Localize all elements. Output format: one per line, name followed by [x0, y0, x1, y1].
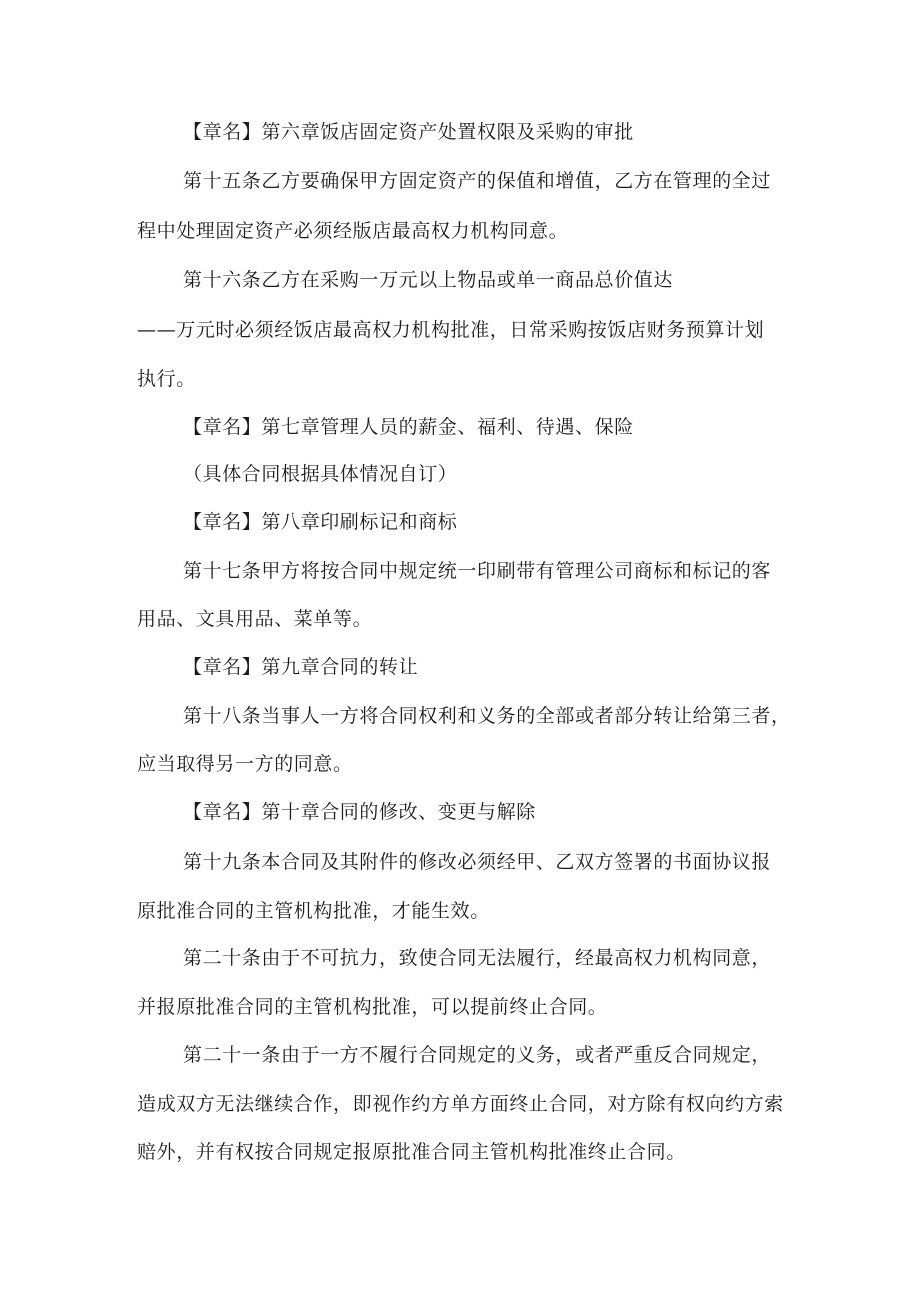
article-16-line-1: 第十六条乙方在采购一万元以上物品或单一商品总价值达 [183, 269, 674, 291]
article-16-line-3: 执行。 [137, 368, 196, 390]
chapter-8-heading: 【章名】第八章印刷标记和商标 [183, 511, 458, 533]
article-18-line-1: 第十八条当事人一方将合同权利和义务的全部或者部分转让给第三者， [183, 705, 791, 727]
chapter-7-note: （具体合同根据具体情况自订） [183, 463, 458, 485]
chapter-6-heading: 【章名】第六章饭店固定资产处置权限及采购的审批 [183, 121, 634, 143]
article-20-line-1: 第二十条由于不可抗力，致使合同无法履行，经最高权力机构同意， [183, 947, 772, 969]
article-20-line-2: 并报原批准合同的主管机构批准，可以提前终止合同。 [137, 996, 608, 1018]
article-18-line-2: 应当取得另一方的同意。 [137, 753, 353, 775]
article-21-line-3: 赔外，并有权按合同规定报原批准合同主管机构批准终止合同。 [137, 1141, 686, 1163]
article-16-line-2: ——万元时必须经饭店最高权力机构批准，日常采购按饭店财务预算计划 [137, 319, 765, 341]
article-21-line-1: 第二十一条由于一方不履行合同规定的义务，或者严重反合同规定， [183, 1044, 772, 1066]
chapter-7-heading: 【章名】第七章管理人员的薪金、福利、待遇、保险 [183, 416, 634, 438]
article-19-line-2: 原批准合同的主管机构批准，才能生效。 [137, 900, 490, 922]
chapter-9-heading: 【章名】第九章合同的转让 [183, 656, 419, 678]
article-17-line-1: 第十七条甲方将按合同中规定统一印刷带有管理公司商标和标记的客 [183, 560, 772, 582]
article-15-line-2: 程中处理固定资产必须经版店最高权力机构同意。 [137, 220, 569, 242]
chapter-10-heading: 【章名】第十章合同的修改、变更与解除 [183, 801, 536, 823]
article-21-line-2: 造成双方无法继续合作，即视作约方单方面终止合同，对方除有权向约方索 [137, 1093, 784, 1115]
article-15-line-1: 第十五条乙方要确保甲方固定资产的保值和增值，乙方在管理的全过 [183, 170, 772, 192]
article-17-line-2: 用品、文具用品、菜单等。 [137, 608, 373, 630]
article-19-line-1: 第十九条本合同及其附件的修改必须经甲、乙双方签署的书面协议报 [183, 851, 772, 873]
